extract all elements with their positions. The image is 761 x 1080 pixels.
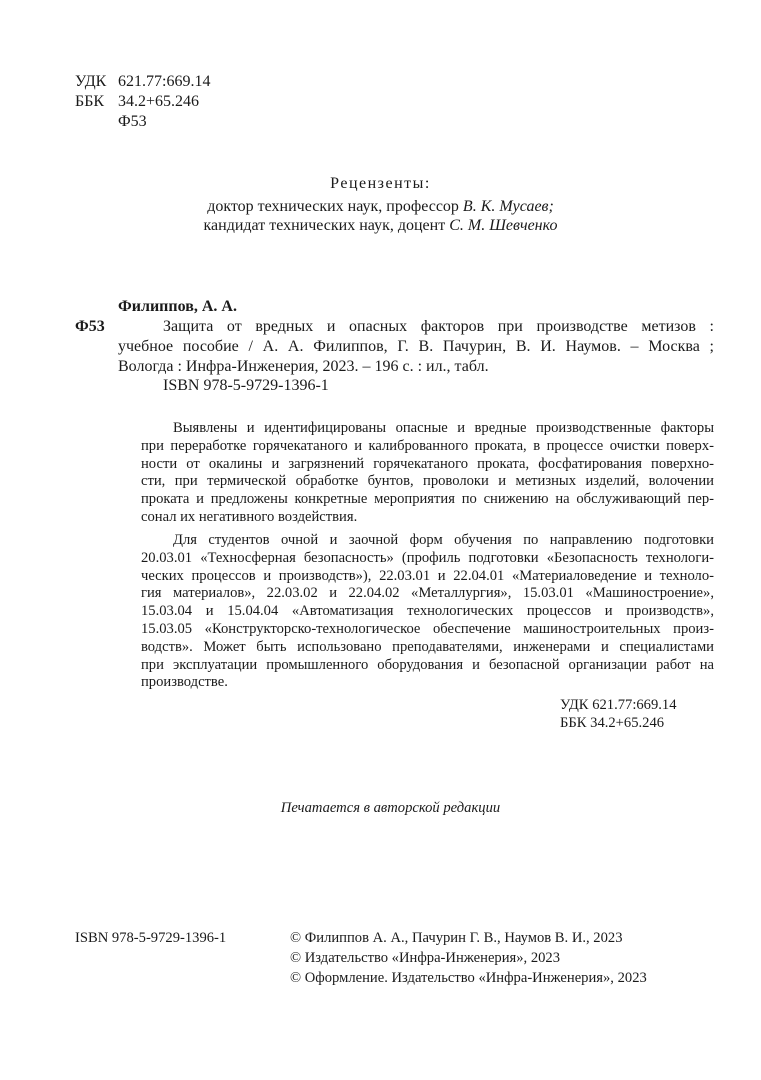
bibliography-isbn: ISBN 978-5-9729-1396-1	[163, 377, 329, 394]
bbk-value: 34.2+65.246	[118, 93, 200, 110]
copyright-line: © Филиппов А. А., Пачурин Г. В., Наумов В. И., 2023	[290, 930, 623, 946]
abstract-line: производстве.	[141, 674, 228, 691]
abstract-line: водств». Может быть использовано преподавателями, инженерами и специалистами	[141, 638, 714, 655]
abstract-line: гия материалов», 22.03.02 и 22.04.02 «Металлургия», 15.03.01 «Машиностроение»,	[141, 585, 714, 602]
abstract-line: 20.03.01 «Техносферная безопасность» (профиль подготовки «Безопасность технологи-	[141, 549, 714, 566]
udk-value: 621.77:669.14	[118, 73, 211, 90]
udk-label: УДК	[75, 73, 107, 90]
abstract-bbk: ББК 34.2+65.246	[560, 715, 665, 731]
abstract-line: 15.03.05 «Конструкторско-технологическое обеспечение машиностроительных произ-	[141, 621, 714, 637]
bibliography-line: Защита от вредных и опасных факторов при производстве метизов :	[163, 318, 714, 335]
footer-isbn: ISBN 978-5-9729-1396-1	[75, 930, 227, 946]
copyright-line: © Оформление. Издательство «Инфра-Инженерия», 2023	[290, 970, 647, 986]
edition-note: Печатается в авторской редакции	[280, 800, 501, 816]
reviewer-1-title: доктор технических наук, профессор	[207, 198, 463, 215]
bibliography-mark: Ф53	[75, 318, 105, 335]
reviewer-2-name: С. М. Шевченко	[449, 217, 558, 234]
reviewers-title: Рецензенты:	[330, 175, 431, 192]
abstract-udk: УДК 621.77:669.14	[560, 697, 677, 713]
copyright-line: © Издательство «Инфра-Инженерия», 2023	[290, 950, 561, 966]
abstract-line: сти, при термической обработке бунтов, проволоки и метизных изделий, волочении	[141, 473, 714, 490]
abstract-line: при эксплуатации промышленного оборудования и безопасной организации работ на	[141, 656, 714, 673]
bbk-label: ББК	[75, 93, 105, 110]
abstract-line: 15.03.04 и 15.04.04 «Автоматизация технологических процессов и производств»,	[141, 603, 714, 620]
abstract-line: при переработке горячекатаного и калиброванного проката, в процессе очистки поверх-	[141, 437, 714, 454]
reviewer-1	[0, 197, 761, 217]
reviewer-2-title: кандидат технических наук, доцент	[203, 217, 450, 234]
bibliography-line: учебное пособие / А. А. Филиппов, Г. В. Пачурин, В. И. Наумов. – Москва ;	[118, 338, 714, 355]
bibliography-author: Филиппов, А. А.	[118, 298, 237, 315]
abstract-line: Для студентов очной и заочной форм обучения по направлению подготовки	[173, 532, 714, 548]
author-mark: Ф53	[118, 113, 147, 130]
abstract-line: сонал их негативного воздействия.	[141, 509, 358, 525]
reviewer-1-name: В. К. Мусаев;	[462, 198, 554, 215]
abstract-line: ности от окалины и загрязнений горячекатаного проката, фосфатирования поверхно-	[141, 455, 714, 472]
abstract-line: Выявлены и идентифицированы опасные и вредные производственные факторы	[173, 420, 714, 436]
abstract-line: проката и предложены конкретные мероприятия по снижению на обслуживающий пер-	[141, 491, 714, 508]
bibliography-line: Вологда : Инфра-Инженерия, 2023. – 196 с. : ил., табл.	[118, 358, 489, 375]
abstract-line: ческих процессов и производств»), 22.03.01 и 22.04.01 «Материаловедение и техноло-	[141, 567, 714, 584]
reviewer-2	[0, 216, 761, 236]
